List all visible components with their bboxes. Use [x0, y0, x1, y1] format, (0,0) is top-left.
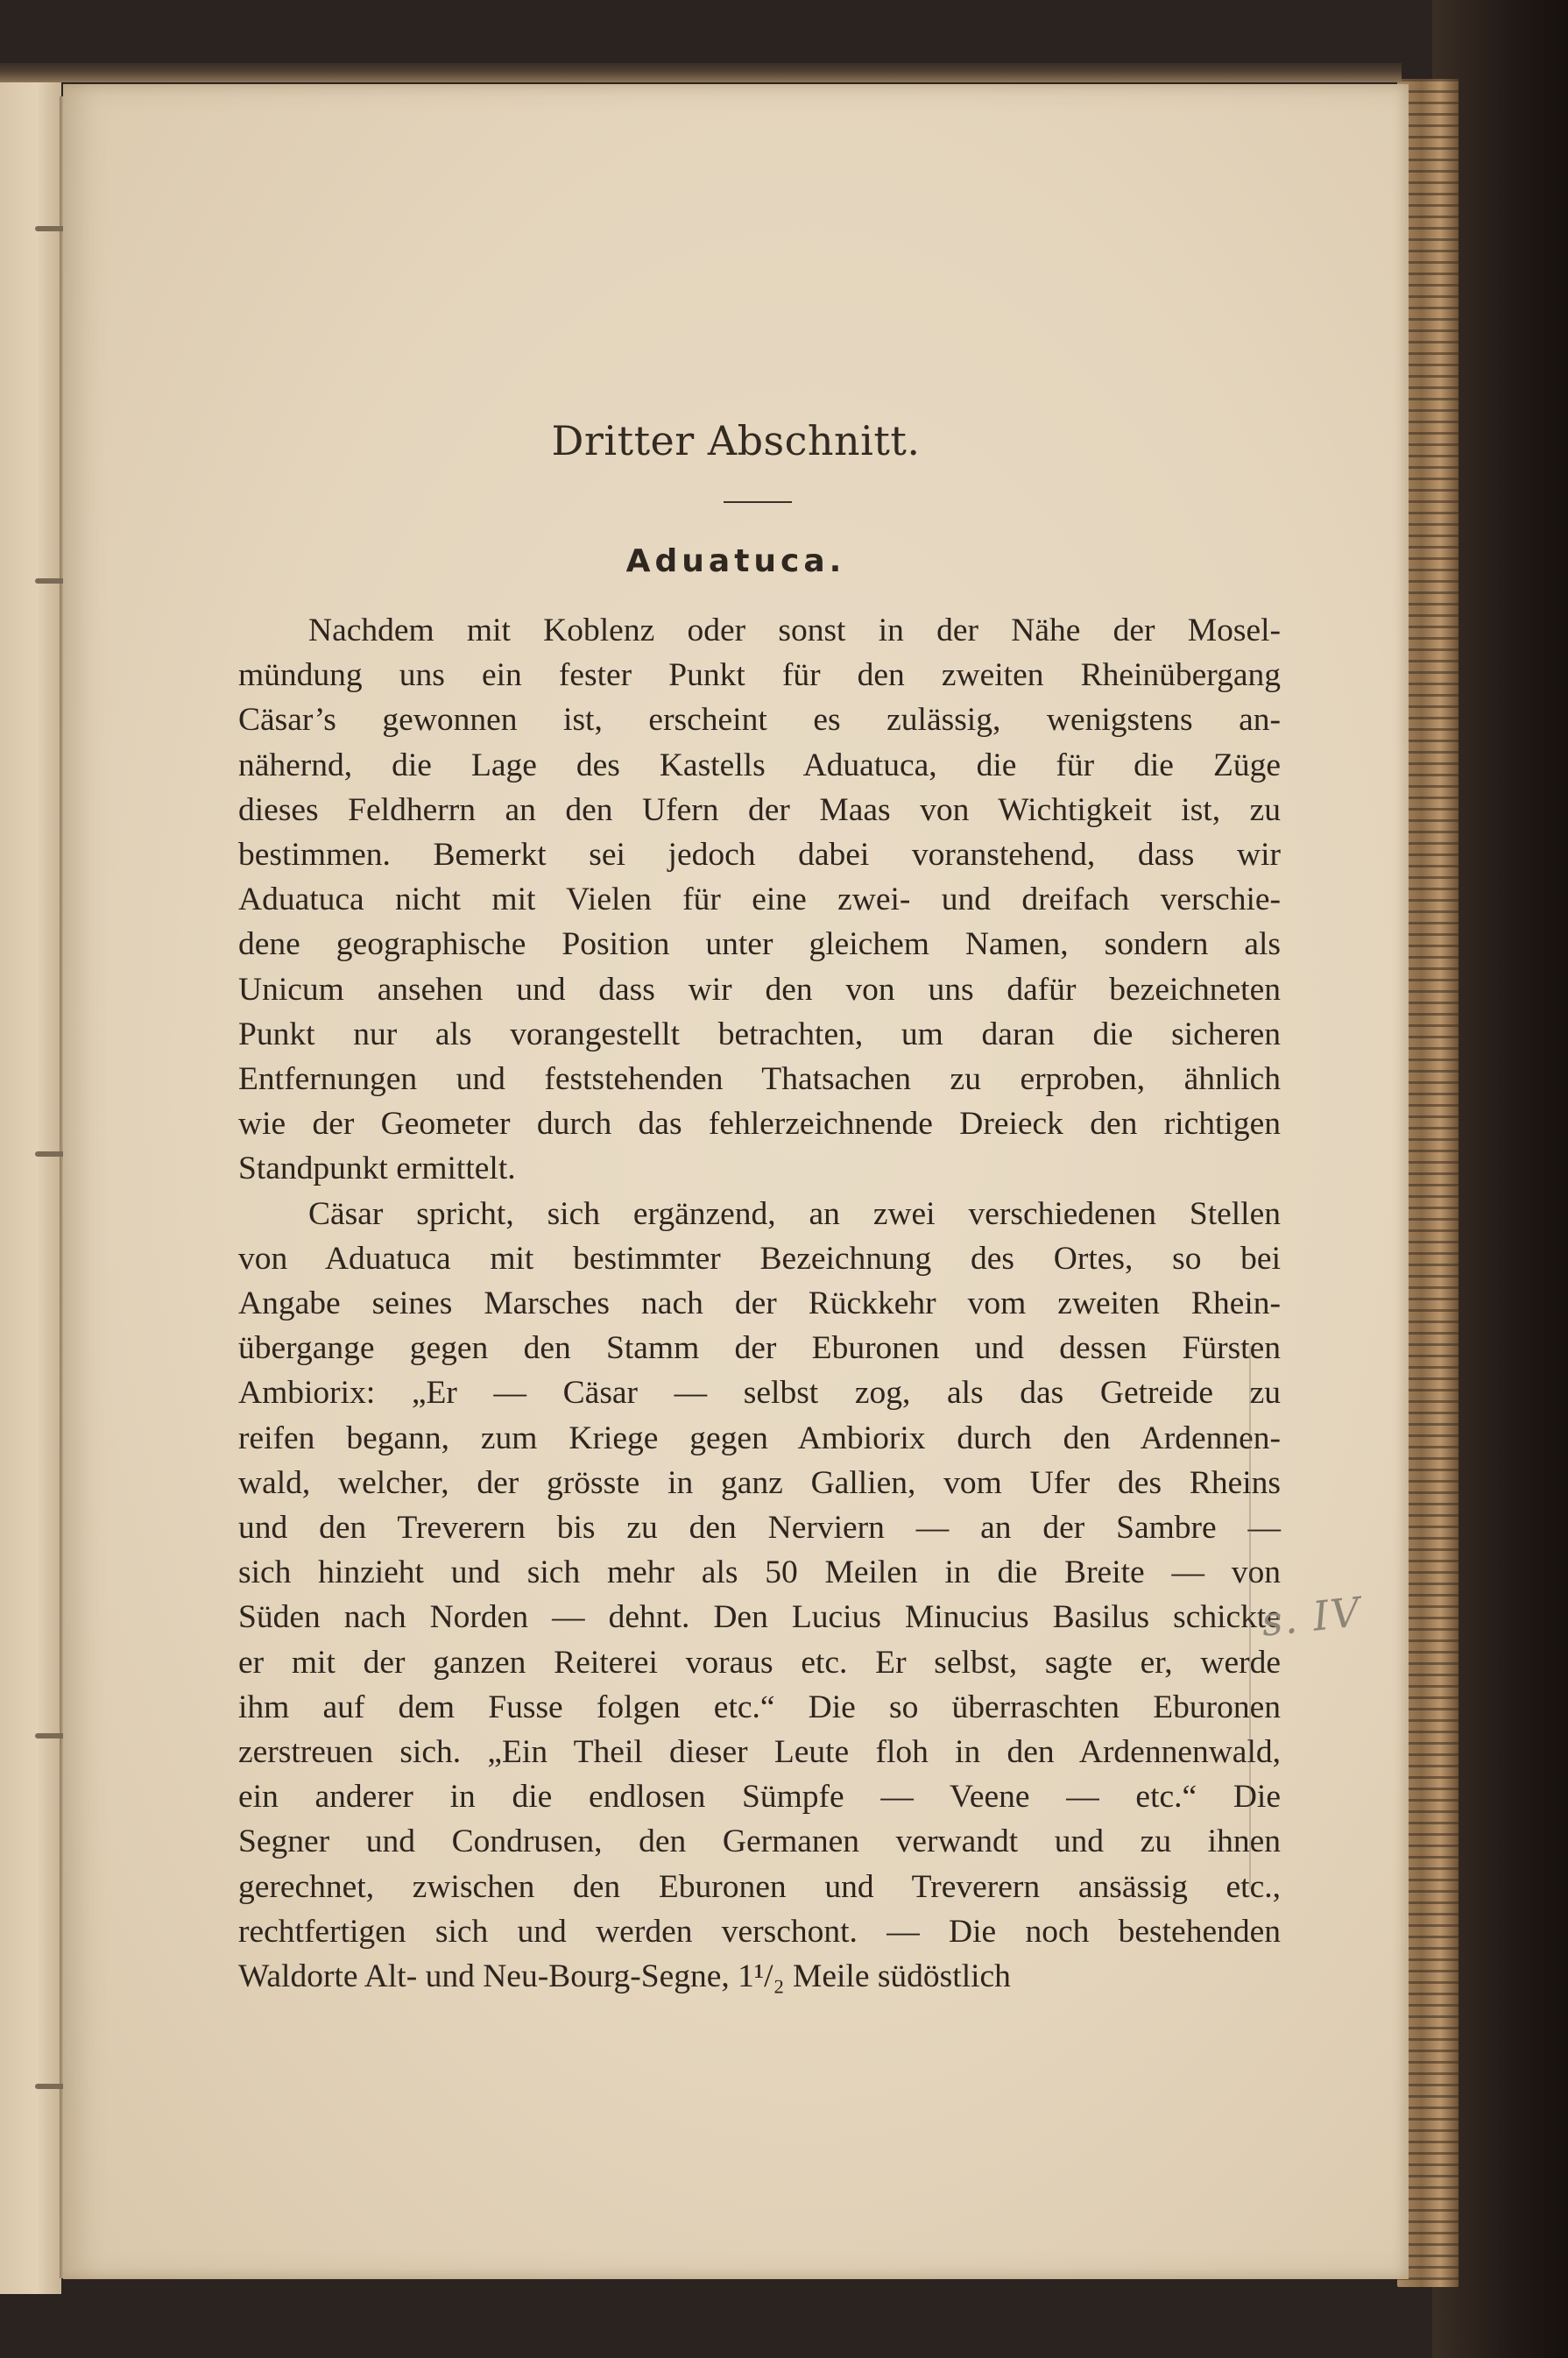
text-line: Segner und Condrusen, den Germanen verwandt und zu ihnen: [238, 1823, 1281, 1860]
handwritten-margin-note: s. IV: [1259, 1588, 1364, 1646]
text-line: Cäsar’s gewonnen ist, erscheint es zulässig, wenigstens an-: [238, 702, 1281, 739]
text-line: Cäsar spricht, sich ergänzend, an zwei verschiedenen Stellen: [308, 1195, 1281, 1232]
text-line: Süden nach Norden — dehnt. Den Lucius Minucius Basilus schickte: [238, 1599, 1281, 1636]
text-line: gerechnet, zwischen den Eburonen und Treverern ansässig etc.,: [238, 1868, 1281, 1905]
text-line: zerstreuen sich. „Ein Theil dieser Leute floh in den Ardennenwald,: [238, 1734, 1281, 1771]
text-line: wie der Geometer durch das fehlerzeichnende Dreieck den richtigen: [238, 1106, 1281, 1143]
text-line: Waldorte Alt- und Neu-Bourg-Segne, 1¹/₂ Meile südöstlich: [238, 1958, 1011, 1995]
text-line: Nachdem mit Koblenz oder sonst in der Nähe der Mosel-: [308, 613, 1281, 648]
text-line: ihm auf dem Fusse folgen etc.“ Die so überraschten Eburonen: [238, 1689, 1281, 1725]
paragraph: [238, 1192, 1281, 2000]
paragraph: [238, 608, 1281, 1192]
book-page: [63, 84, 1409, 2279]
section-subtitle: Aduatuca.: [625, 543, 846, 579]
text-line: Punkt nur als vorangestellt betrachten, um daran die sicheren: [238, 1016, 1281, 1052]
text-line: Angabe seines Marsches nach der Rückkehr vom zweiten Rhein-: [238, 1285, 1281, 1322]
text-line: wald, welcher, der grösste in ganz Gallien, vom Ufer des Rheins: [238, 1464, 1281, 1501]
text-line: übergange gegen den Stamm der Eburonen und dessen Fürsten: [238, 1330, 1281, 1367]
text-line: sich hinzieht und sich mehr als 50 Meilen in die Breite — von: [238, 1554, 1281, 1591]
text-line: und den Treverern bis zu den Nerviern — an der Sambre —: [238, 1510, 1281, 1547]
text-line: bestimmen. Bemerkt sei jedoch dabei voranstehend, dass wir: [238, 837, 1281, 874]
text-line: Entfernungen und feststehenden Thatsachen zu erproben, ähnlich: [238, 1061, 1281, 1098]
text-line: Aduatuca nicht mit Vielen für eine zwei- und dreifach verschie-: [238, 882, 1281, 918]
page-top-edge: [0, 63, 1402, 82]
title-rule: [724, 501, 792, 503]
text-line: nähernd, die Lage des Kastells Aduatuca, die für die Züge: [238, 747, 1281, 783]
left-page-sliver: [0, 77, 61, 2294]
text-line: reifen begann, zum Kriege gegen Ambiorix durch den Ardennen-: [238, 1420, 1281, 1456]
text-line: von Aduatuca mit bestimmter Bezeichnung des Ortes, so bei: [238, 1240, 1281, 1277]
text-line: dieses Feldherrn an den Ufern der Maas von Wichtigkeit ist, zu: [238, 791, 1281, 828]
text-line: Ambiorix: „Er — Cäsar — selbst zog, als das Getreide zu: [238, 1375, 1281, 1412]
text-line: Standpunkt ermittelt.: [238, 1151, 516, 1187]
text-line: mündung uns ein fester Punkt für den zweiten Rheinübergang: [238, 657, 1281, 694]
section-title: Dritter Abschnitt.: [551, 417, 921, 464]
text-line: ein anderer in die endlosen Sümpfe — Veene — etc.“ Die: [238, 1779, 1281, 1816]
text-line: rechtfertigen sich und werden verschont. — Die noch bestehenden: [238, 1913, 1281, 1950]
text-line: dene geographische Position unter gleichem Namen, sondern als: [238, 926, 1281, 963]
margin-bracket-mark: [1237, 1346, 1251, 1889]
body-text: [238, 608, 1281, 1999]
text-line: er mit der ganzen Reiterei voraus etc. Er selbst, sagte er, werde: [238, 1644, 1281, 1681]
text-line: Unicum ansehen und dass wir den von uns dafür bezeichneten: [238, 971, 1281, 1008]
